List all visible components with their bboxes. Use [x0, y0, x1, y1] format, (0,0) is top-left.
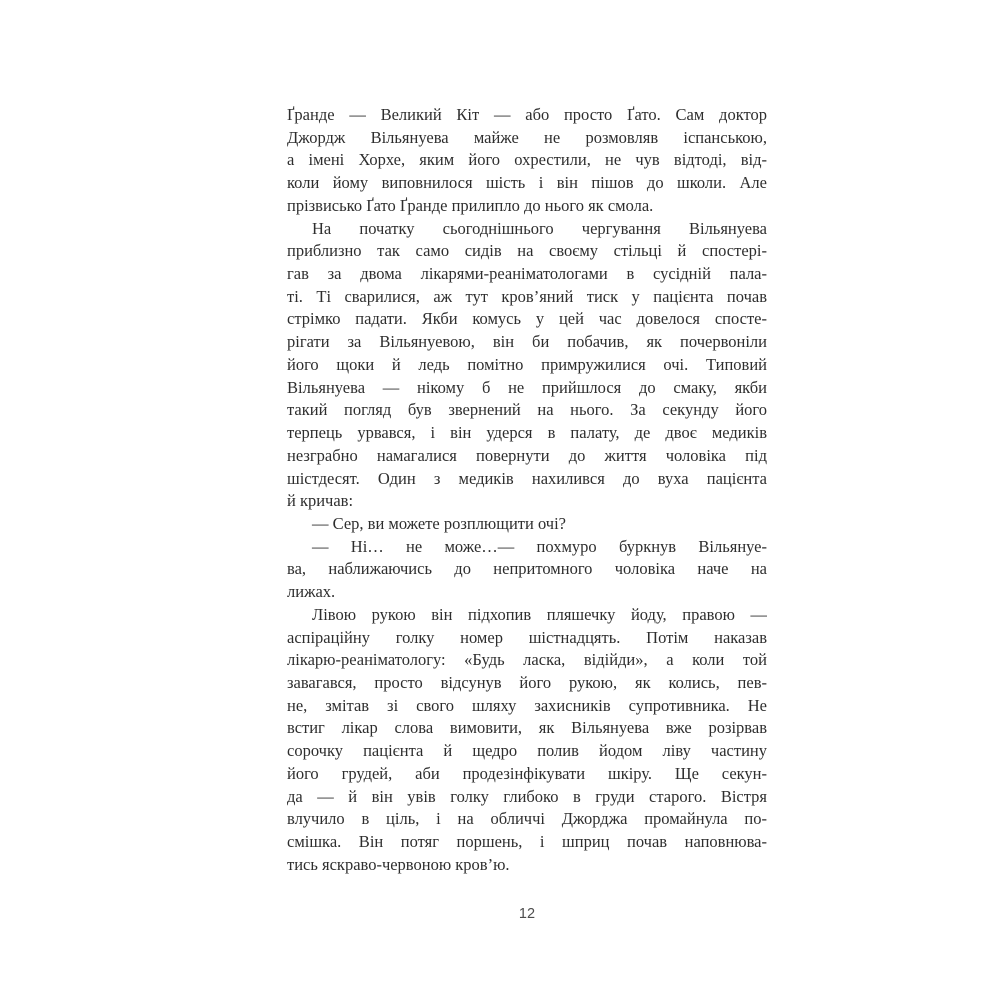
text-line: рігати за Вільянуевою, він би побачив, як почервоніли: [287, 332, 767, 352]
text-line: незграбно намагалися повернути до життя чоловіка під: [287, 445, 767, 465]
text-line: ва, наближаючись до непритомного чоловіка наче на: [287, 559, 767, 579]
text-block: [287, 104, 767, 876]
page-number: 12: [518, 906, 536, 922]
text-line: й кричав:: [287, 491, 354, 511]
text-line: прізвисько Ґато Ґранде прилипло до нього як смола.: [287, 195, 654, 215]
text-line: не, змітав зі свого шляху захисників супротивника. Не: [287, 695, 767, 715]
text-line: такий погляд був звернений на нього. За секунду його: [287, 400, 767, 420]
text-line: влучило в ціль, і на обличчі Джорджа промайнула по-: [287, 809, 767, 829]
text-line: його щоки й ледь помітно примружилися очі. Типовий: [287, 354, 767, 374]
text-line: терпець урвався, і він удерся в палату, де двоє медиків: [287, 423, 767, 443]
text-line: лікарю-реаніматологу: «Будь ласка, відійди», а коли той: [287, 650, 767, 670]
text-line: Ґранде — Великий Кіт — або просто Ґато. Сам доктор: [287, 105, 767, 124]
text-line: а імені Хорхе, яким його охрестили, не чув відтоді, від-: [287, 150, 767, 170]
text-line: його грудей, аби продезінфікувати шкіру. Ще секун-: [287, 763, 767, 783]
text-line: Вільянуева — нікому б не прийшлося до смаку, якби: [287, 377, 767, 397]
text-line: смішка. Він потяг поршень, і шприц почав наповнюва-: [287, 832, 767, 851]
text-line: да — й він увів голку глибоко в груди старого. Вістря: [287, 786, 767, 806]
text-line: — Ні… не може…— похмуро буркнув Вільянуе-: [312, 536, 767, 556]
text-line: завагався, просто відсунув його рукою, як колись, пев-: [287, 672, 767, 692]
text-line: На початку сьогоднішнього чергування Вільянуева: [312, 218, 767, 238]
text-line: — Сер, ви можете розплющити очі?: [312, 513, 566, 533]
text-line: лижах.: [287, 582, 336, 602]
text-line: аспіраційну голку номер шістнадцять. Потім наказав: [287, 627, 767, 647]
text-line: тись яскраво-червоною кров’ю.: [287, 854, 510, 874]
text-line: ті. Ті сварилися, аж тут кров’яний тиск у пацієнта почав: [287, 286, 767, 306]
text-line: стрімко падати. Якби комусь у цей час довелося спосте-: [287, 309, 767, 329]
text-line: шістдесят. Один з медиків нахилився до вуха пацієнта: [287, 468, 767, 488]
text-line: Джордж Вільянуева майже не розмовляв іспанською,: [287, 127, 767, 147]
text-line: Лівою рукою він підхопив пляшечку йоду, правою —: [312, 604, 767, 624]
text-line: коли йому виповнилося шість і він пішов до школи. Але: [287, 173, 767, 193]
text-line: сорочку пацієнта й щедро полив йодом ліву частину: [287, 741, 767, 761]
text-line: гав за двома лікарями-реаніматологами в сусідній пала-: [287, 264, 767, 284]
text-line: приблизно так само сидів на своєму стільці й спостері-: [287, 241, 767, 261]
text-line: встиг лікар слова вимовити, як Вільянуева вже розірвав: [287, 718, 767, 738]
